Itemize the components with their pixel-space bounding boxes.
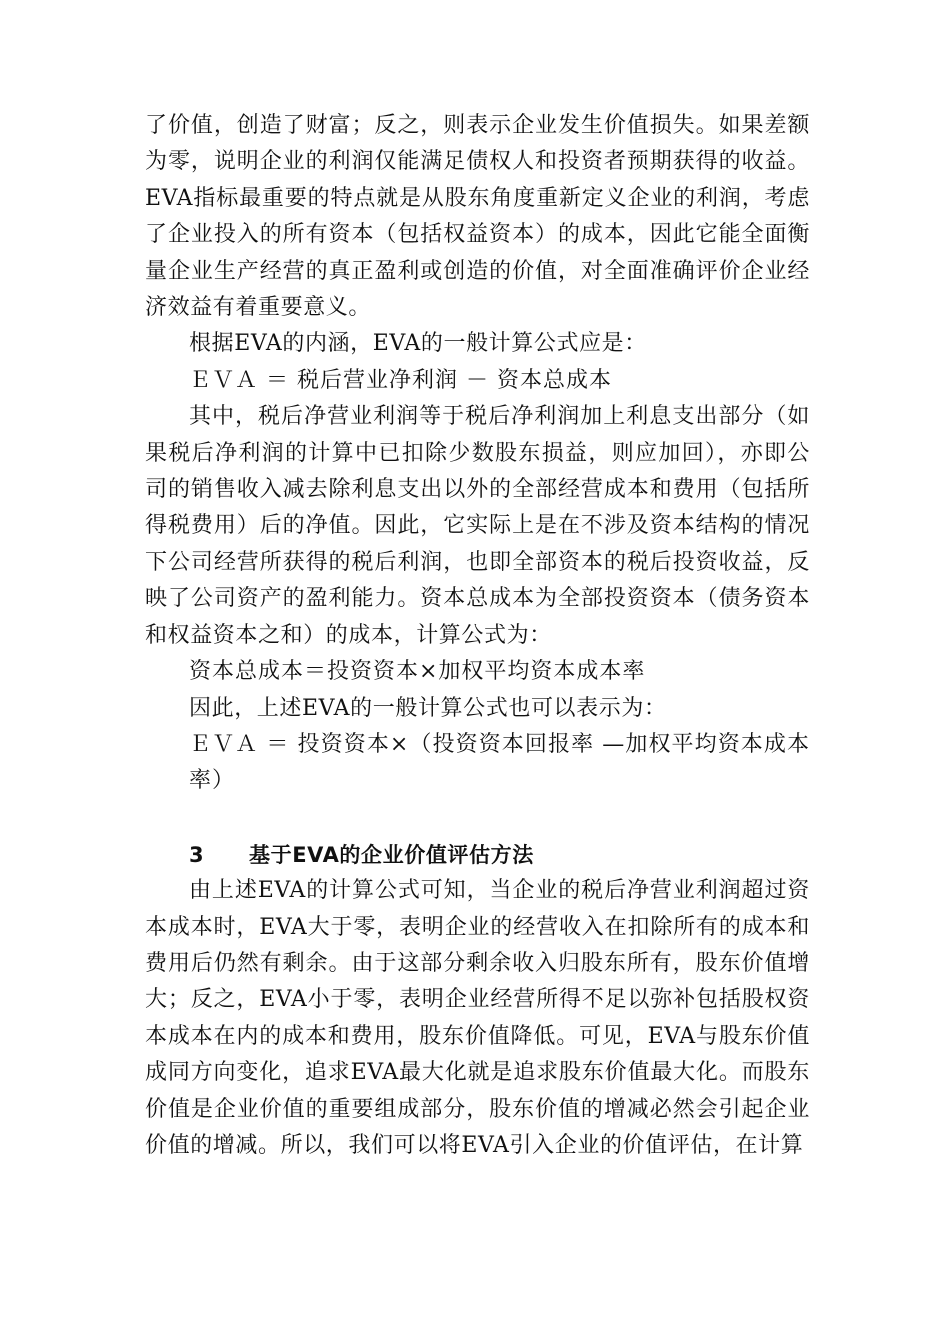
paragraph-eva-valuation: 由上述EVA的计算公式可知，当企业的税后净营业利润超过资本成本时，EVA大于零，表明企业的经营收入在扣除所有的成本和费用后仍然有剩余。由于这部分剩余收入归股东所有，股东价值增大；反之，EVA小于零，表明企业经营所得不足以弥补包括股权资本成本在内的成本和费用，股东价值降低。可见，EVA与股东价值成同方向变化，追求EVA最大化就是追求股东价值最大化。而股东价值是企业价值的重要组成部分，股东价值的增减必然会引起企业价值的增减。所以，我们可以将EVA引入企业的价值评估，在计算 [145,878,810,1158]
paragraph-formula-intro: 根据EVA的内涵，EVA的一般计算公式应是： [189,331,647,357]
paragraph-nopat-definition: 其中，税后净营业利润等于税后净利润加上利息支出部分（如果税后净利润的计算中已扣除少数股东损益，则应加回），亦即公司的销售收入减去除利息支出以外的全部经营成本和费用（包括所得税费用）后的净值。因此，它实际上是在不涉及资本结构的情况下公司经营所获得的税后利润，也即全部资本的税后投资收益，反映了公司资产的盈利能力。资本总成本为全部投资资本（债务资本和权益资本之和）的成本，计算公式为： [145,404,810,648]
formula-eva-basic: ＥＶＡ ＝ 税后营业净利润 － 资本总成本 [189,367,612,393]
document-body [145,108,810,1164]
formula-eva-alternative: ＥＶＡ ＝ 投资资本×（投资资本回报率 —加权平均资本成本率） [189,731,810,794]
section-title: 基于EVA的企业价值评估方法 [249,842,534,867]
formula-total-capital-cost: 资本总成本＝投资资本×加权平均资本成本率 [189,659,646,685]
section-number: 3 [189,842,205,867]
paragraph-alt-formula-intro: 因此，上述EVA的一般计算公式也可以表示为： [189,695,667,721]
paragraph-value-creation: 了价值，创造了财富；反之，则表示企业发生价值损失。如果差额为零，说明企业的利润仅能满足债权人和投资者预期获得的收益。EVA指标最重要的特点就是从股东角度重新定义企业的利润，考虑了企业投入的所有资本（包括权益资本）的成本，因此它能全面衡量企业生产经营的真正盈利或创造的价值，对全面准确评价企业经济效益有着重要意义。 [145,113,810,321]
section-heading [145,837,810,873]
